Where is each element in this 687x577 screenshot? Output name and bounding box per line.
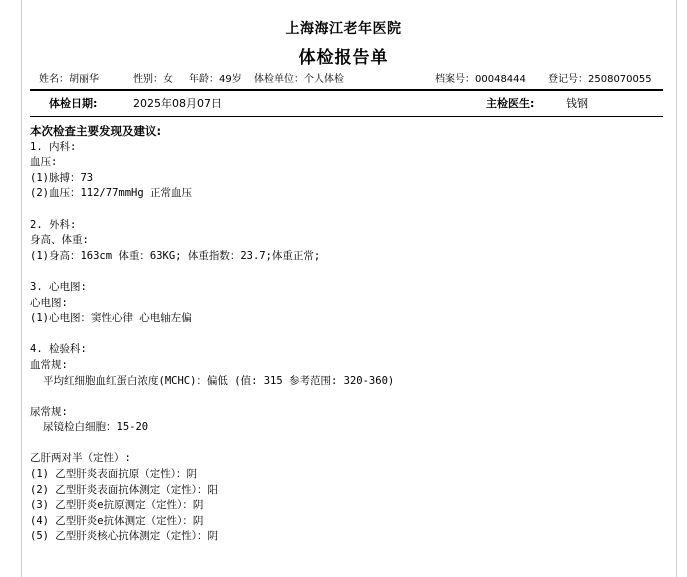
patient-age: [189, 70, 242, 85]
page-left-edge: [21, 0, 22, 577]
patient-name-value: 胡丽华: [69, 74, 99, 85]
findings-line: (2)血压：112/77mmHg 正常血压: [30, 187, 193, 200]
findings-line: (1)心电图：窦性心律 心电轴左偏: [30, 312, 192, 325]
patient-gender: [133, 70, 173, 85]
page-right-edge: [676, 0, 677, 577]
findings-title: 本次检查主要发现及建议:: [30, 124, 162, 138]
header-rule-bottom: [30, 116, 663, 117]
patient-age-value: 49岁: [219, 74, 242, 85]
report-title: 体检报告单: [298, 48, 389, 68]
patient-gender-label: 性别：: [133, 74, 163, 85]
hospital-name: 上海海江老年医院: [285, 21, 402, 37]
findings-line: 血常规:: [30, 358, 68, 371]
patient-gender-value: 女: [163, 74, 173, 85]
findings-blank-line: [30, 436, 660, 452]
findings-line: (5) 乙型肝炎核心抗体测定（定性）：阴: [30, 530, 219, 543]
reg-no-label: 登记号：: [548, 74, 588, 85]
patient-file-no: [435, 70, 526, 85]
patient-reg-no: [548, 70, 652, 85]
findings-line: (1)脉搏：73: [30, 171, 94, 184]
findings-line: (2) 乙型肝炎表面抗体测定（定性）：阳: [30, 483, 219, 496]
patient-name: [39, 70, 99, 85]
findings-section: [30, 124, 660, 545]
findings-line: 身高、体重:: [30, 234, 89, 247]
findings-line: (4) 乙型肝炎e抗体测定（定性）：阴: [30, 514, 204, 527]
findings-line: 尿常规:: [30, 405, 68, 418]
findings-blank-line: [30, 264, 660, 280]
findings-blank-line: [30, 389, 660, 405]
findings-line: 1. 内科:: [30, 140, 77, 153]
findings-line: 2. 外科:: [30, 218, 77, 231]
findings-line: 血压:: [30, 156, 58, 169]
file-no-value: 00048444: [475, 74, 526, 85]
findings-line: 4. 检验科:: [30, 343, 87, 356]
file-no-label: 档案号：: [435, 74, 475, 85]
patient-unit: [254, 70, 344, 85]
findings-line: 平均红细胞血红蛋白浓度(MCHC)：偏低 (值: 315 参考范围: 320-360): [43, 374, 395, 387]
doctor-label: 主检医生:: [486, 97, 535, 110]
findings-line: (3) 乙型肝炎e抗原测定（定性）：阴: [30, 499, 204, 512]
findings-line: 心电图:: [30, 296, 68, 309]
findings-blank-line: [30, 327, 660, 343]
exam-date-value: 2025年08月07日: [133, 97, 222, 110]
findings-line: 尿镜检白细胞：15-20: [43, 421, 149, 434]
patient-name-label: 姓名：: [39, 74, 69, 85]
exam-date-label: 体检日期:: [49, 97, 98, 110]
patient-age-label: 年龄：: [189, 74, 219, 85]
findings-line: (1) 乙型肝炎表面抗原（定性）：阴: [30, 468, 198, 481]
findings-blank-line: [30, 202, 660, 218]
findings-line: 乙肝两对半（定性）:: [30, 452, 131, 465]
patient-unit-value: 个人体检: [304, 74, 344, 85]
patient-unit-label: 体检单位：: [254, 74, 304, 85]
reg-no-value: 2508070055: [588, 74, 652, 85]
findings-line: 3. 心电图:: [30, 280, 87, 293]
header-rule-top: [30, 89, 663, 91]
findings-line: (1)身高：163cm 体重：63KG; 体重指数：23.7;体重正常;: [30, 249, 321, 262]
doctor-value: 钱钢: [566, 97, 588, 110]
